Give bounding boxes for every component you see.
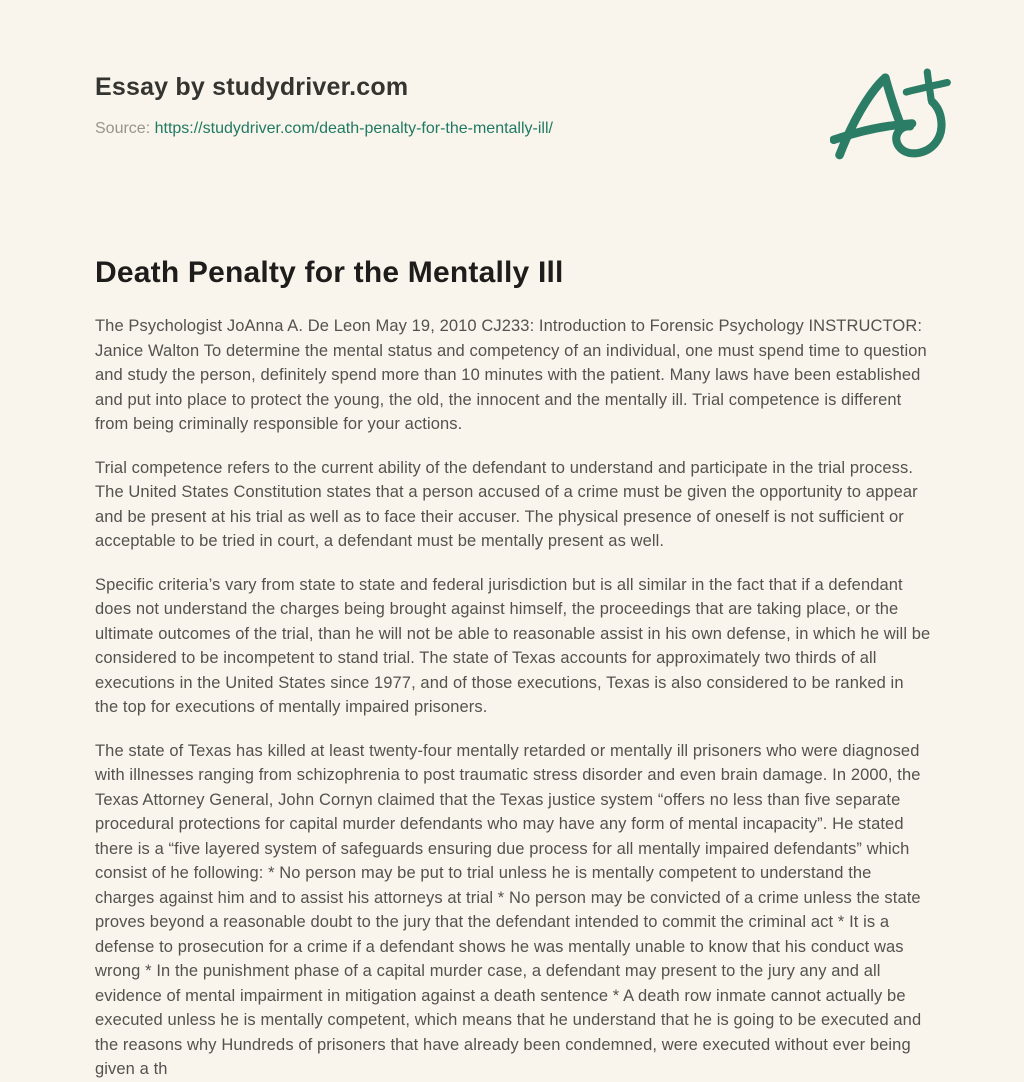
essay-paragraph: The state of Texas has killed at least twenty-four mentally retarded or mentally ill prisoners who were diagnosed with illnesses ranging from schizophrenia to post traumatic stress disorder and even brain damage. In 2000, the Texas Attorney General, John Cornyn claimed that the Texas justice system “offers no less than five separate procedural protections for capital murder defendants who may have any form of mental incapacity”. He stated there is a “five layered system of safeguards ensuring due process for all mentally impaired defendants” which consist of he following: * No person may be put to trial unless he is mentally competent to understand the charges against him and to assist his attorneys at trial * No person may be convicted of a crime unless the state proves beyond a reasonable doubt to the jury that the defendant intended to commit the criminal act * It is a defense to prosecution for a crime if a defendant shows he was mentally unable to know that his conduct was wrong * In the punishment phase of a capital murder case, a defendant may present to the jury any and all evidence of mental impairment in mitigation against a death sentence * A death row inmate cannot actually be executed unless he is mentally competent, which means that he understand that he is going to be executed and the reasons why Hundreds of prisoners that have already been condemned, were executed without ever being given a th xyxy=(95,741,922,1078)
essay-paragraph: Trial competence refers to the current ability of the defendant to understand and participate in the trial process. The United States Constitution states that a person accused of a crime must be given the opportunity to appear and be present at his trial as well as to face their accuser. The physical presence of oneself is not sufficient or acceptable to be tried in court, a defendant must be mentally present as well. xyxy=(95,458,918,550)
studydriver-a-plus-logo-icon xyxy=(830,66,954,162)
essay-paragraph: Specific criteria’s vary from state to state and federal jurisdiction but is all similar in the fact that if a defendant does not understand the charges being brought against himself, the proceedings that are taking place, or the ultimate outcomes of the trial, than he will not be able to reasonable assist in his own defense, in which he will be considered to be incompetent to stand trial. The state of Texas accounts for approximately two thirds of all executions in the United States since 1977, and of those executions, Texas is also considered to be ranked in the top for executions of mentally impaired prisoners. xyxy=(95,575,931,716)
essay-title: Death Penalty for the Mentally Ill xyxy=(95,256,564,289)
essay-paragraph: The Psychologist JoAnna A. De Leon May 19, 2010 CJ233: Introduction to Forensic Psychology INSTRUCTOR: Janice Walton To determine the mental status and competency of an individual, one must spend time to question and study the person, definitely spend more than 10 minutes with the patient. Many laws have been established and put into place to protect the young, the old, the innocent and the mentally ill. Trial competence is different from being criminally responsible for your actions. xyxy=(95,317,927,433)
source-line xyxy=(95,118,931,140)
source-url-link[interactable]: https://studydriver.com/death-penalty-for-the-mentally-ill/ xyxy=(154,120,553,137)
document-content xyxy=(95,0,931,1082)
essay-body xyxy=(95,314,931,1082)
source-label: Source: xyxy=(95,120,151,137)
page-title: Essay by studydriver.com xyxy=(95,73,409,101)
